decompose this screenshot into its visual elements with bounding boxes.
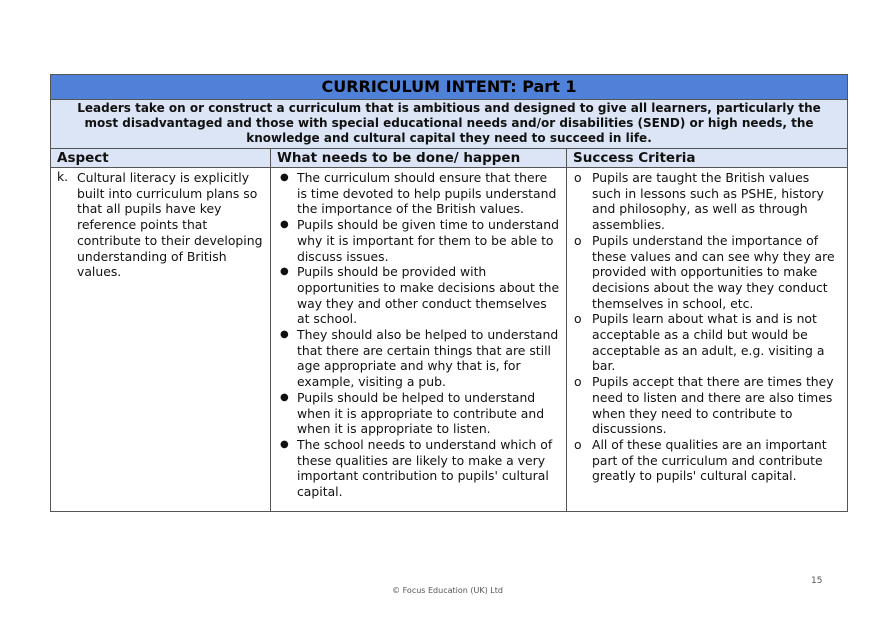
circle-bullet-icon: o	[574, 374, 582, 390]
header-success-criteria: Success Criteria	[567, 149, 848, 168]
list-item: ● Pupils should be helped to understand when it is appropriate to contribute and when it is appropriate to listen.	[280, 389, 545, 437]
bullet-icon: ●	[280, 438, 289, 450]
bullet-icon: ●	[280, 219, 289, 231]
list-item: o Pupils are taught the British values such in lessons such as PSHE, history and philosophy, as well as through assemblies.	[574, 170, 824, 233]
circle-bullet-icon: o	[574, 311, 582, 327]
bullet-icon: ●	[280, 172, 289, 183]
list-item: ● Pupils should be provided with opportunities to make decisions about the way they and other conduct themselves at school.	[280, 264, 560, 327]
circle-bullet-icon: o	[574, 232, 582, 248]
page-number: 15	[811, 576, 823, 586]
list-item: o Pupils learn about what is and is not acceptable as a child but would be acceptable as an adult, e.g. visiting a bar.	[574, 311, 825, 374]
list-item: ● The curriculum should ensure that there is time devoted to help pupils understand the importance of the British values.	[280, 170, 557, 217]
what-cell	[271, 168, 567, 512]
header-what-needs-to-be-done: What needs to be done/ happen	[271, 149, 567, 168]
aspect-cell	[51, 168, 271, 512]
bullet-icon: ●	[280, 329, 289, 341]
bullet-icon: ●	[280, 391, 289, 403]
circle-bullet-icon: o	[574, 170, 582, 185]
circle-bullet-icon: o	[574, 436, 582, 452]
list-item: ● Pupils should be given time to understand why it is important for them to be able to discuss issues.	[280, 217, 559, 264]
curriculum-intent-table	[50, 74, 848, 512]
aspect-text: Cultural literacy is explicitly built into curriculum plans so that all pupils have key reference points that contribute to their developing understanding of British values.	[77, 170, 263, 280]
intro-statement: Leaders take on or construct a curriculum that is ambitious and designed to give all learners, particularly the most disadvantaged and those with special educational needs and/or disabilities (SEND) or high needs, the knowledge and cultural capital they need to succeed in life.	[51, 100, 848, 149]
list-item: ● They should also be helped to understand that there are certain things that are still age appropriate and why that is, for example, visiting a pub.	[280, 327, 559, 390]
success-cell	[567, 168, 848, 512]
list-item: ● The school needs to understand which of these qualities are likely to make a very important contribution to pupils' cultural capital.	[280, 436, 553, 500]
header-aspect: Aspect	[51, 149, 271, 168]
footer-copyright: © Focus Education (UK) Ltd	[392, 586, 503, 595]
list-item: o Pupils understand the importance of these values and can see why they are provided with opportunities to make decisions about the way they conduct themselves in school, etc.	[574, 232, 835, 311]
success-list	[567, 170, 847, 484]
list-item: o Pupils accept that there are times they need to listen and there are also times when they need to contribute to discussions.	[574, 374, 834, 437]
aspect-marker: k.	[57, 169, 69, 184]
what-list	[271, 170, 566, 500]
aspect-item	[51, 169, 270, 280]
table-title: CURRICULUM INTENT: Part 1	[51, 75, 848, 100]
list-item: o All of these qualities are an important part of the curriculum and contribute greatly to pupils' cultural capital.	[574, 436, 827, 484]
bullet-icon: ●	[280, 266, 289, 278]
